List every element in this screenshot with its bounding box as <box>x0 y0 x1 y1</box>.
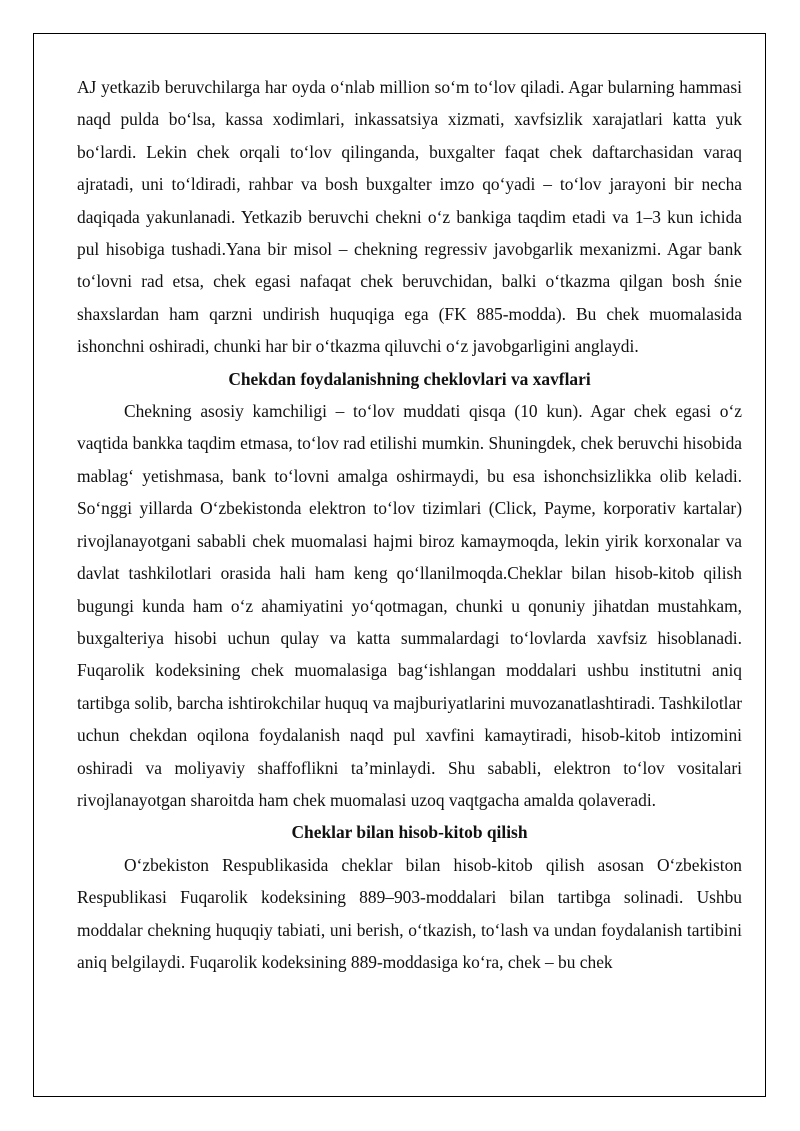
section-heading-settlements: Cheklar bilan hisob-kitob qilish <box>291 822 528 843</box>
section-heading-limitations: Chekdan foydalanishning cheklovlari va xavflari <box>228 368 591 389</box>
paragraph-settlements: O‘zbekiston Respublikasida cheklar bilan hisob-kitob qilish asosan O‘zbekiston Respublikasi Fuqarolik kodeksining 889–903-moddalari bilan tartibga solinadi. Ushbu moddalar chekning huquqiy tabiati, uni berish, o‘tkazish, to‘lash va undan foydalanish tartibini aniq belgilaydi. Fuqarolik kodeksining 889-moddasiga ko‘ra, chek – bu chek <box>77 854 742 972</box>
paragraph-intro: AJ yetkazib beruvchilarga har oyda o‘nlab million so‘m to‘lov qiladi. Agar bularning hammasi naqd pulda bo‘lsa, kassa xodimlari, inkassatsiya xizmati, xavfsizlik xarajatlari katta yuk bo‘lardi. Lekin chek orqali to‘lov qilinganda, buxgalter faqat chek daftarchasidan varaq ajratadi, uni to‘ldiradi, rahbar va bosh buxgalter imzo qo‘yadi – to‘lov jarayoni bir necha daqiqada yakunlanadi. Yetkazib beruvchi chekni o‘z bankiga taqdim etadi va 1–3 kun ichida pul hisobiga tushadi.Yana bir misol – chekning regressiv javobgarlik mexanizmi. Agar bank to‘lovni rad etsa, chek egasi nafaqat chek beruvchidan, balki o‘tkazma qilgan bosh śnie shaxslardan ham qarzni undirish huquqiga ega (FK 885-modda). Bu chek muomalasida ishonchni oshiradi, chunki har bir o‘tkazma qiluvchi o‘z javobgarligini anglaydi. <box>77 77 742 357</box>
paragraph-limitations: Chekning asosiy kamchiligi – to‘lov muddati qisqa (10 kun). Agar chek egasi o‘z vaqtida bankka taqdim etmasa, to‘lov rad etilishi mumkin. Shuningdek, chek beruvchi hisobida mablag‘ yetishmasa, bank to‘lovni amalga oshirmaydi, bu esa ishonchsizlikka olib keladi. So‘nggi yillarda O‘zbekistonda elektron to‘lov tizimlari (Click, Payme, korporativ kartalar) rivojlanayotgani sababli chek muomalasi hajmi biroz kamaymoqda, lekin yirik korxonalar va davlat tashkilotlari orasida hali ham keng qo‘llanilmoqda.Cheklar bilan hisob-kitob qilish bugungi kunda ham o‘z ahamiyatini yo‘qotmagan, chunki u qonuniy jihatdan mustahkam, buxgalteriya hisobi uchun qulay va katta summalardagi to‘lovlarda xavfsiz hisoblanadi. Fuqarolik kodeksining chek muomalasiga bag‘ishlangan moddalari ushbu institutni aniq tartibga solib, barcha ishtirokchilar huquq va majburiyatlarini muvozanatlashtiradi. Tashkilotlar uchun chekdan oqilona foydalanish naqd pul xavfini kamaytiradi, hisob-kitob intizomini oshiradi va moliyaviy shaffoflikni ta’minlaydi. Shu sababli, elektron to‘lov vositalari rivojlanayotgan sharoitda ham chek muomalasi uzoq vaqtgacha amalda qolaveradi. <box>77 401 742 810</box>
document-body <box>77 71 742 978</box>
